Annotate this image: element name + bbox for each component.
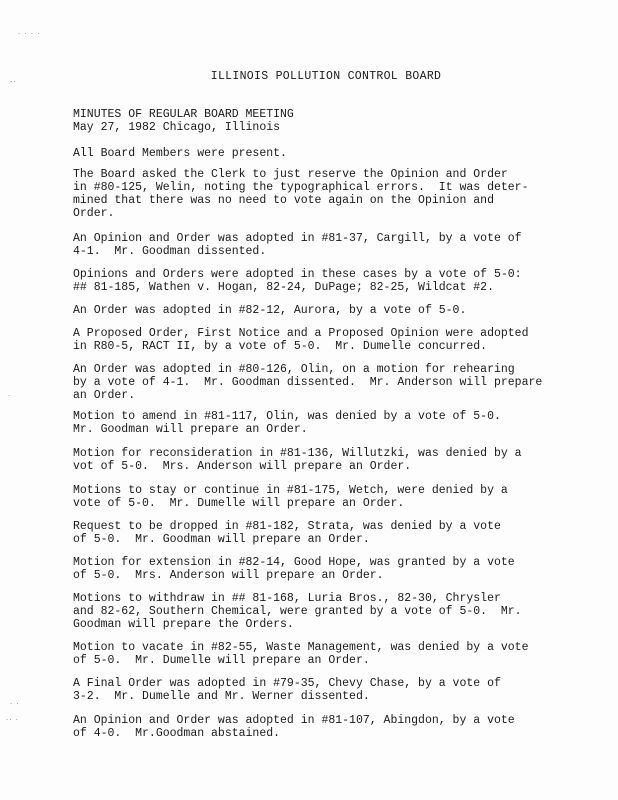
paragraph-willutzki: Motion for reconsideration in #81-136, Willutzki, was denied by a vot of 5-0. Mrs. Anderson will prepare an Order. (73, 447, 522, 473)
paragraph-welin: The Board asked the Clerk to just reserve the Opinion and Order in #80-125, Welin, noting the typographical errors. It was deter- mined that there was no need to vote again on the Opinion and Order. (73, 168, 529, 220)
paragraph-abingdon: An Opinion and Order was adopted in #81-107, Abingdon, by a vote of 4-0. Mr.Goodman abstained. (73, 714, 515, 740)
paragraph-olin-amend: Motion to amend in #81-117, Olin, was denied by a vote of 5-0. Mr. Goodman will prepare an Order. (73, 410, 501, 436)
paragraph-ract-ii: A Proposed Order, First Notice and a Proposed Opinion were adopted in R80-5, RACT II, by a vote of 5-0. Mr. Dumelle concurred. (73, 327, 529, 353)
paragraph-chevy-chase: A Final Order was adopted in #79-35, Chevy Chase, by a vote of 3-2. Mr. Dumelle and Mr. Werner dissented. (73, 677, 501, 703)
paragraph-olin-rehearing: An Order was adopted in #80-126, Olin, on a motion for rehearing by a vote of 4-1. Mr. Goodman dissented. Mr. Anderson will prepare an Order. (73, 363, 543, 402)
scan-artifact-mark: ·· · (6, 716, 19, 724)
scan-artifact-mark: -· (10, 78, 17, 86)
scan-artifact-mark: · · (10, 700, 20, 708)
paragraph-wetch: Motions to stay or continue in #81-175, Wetch, were denied by a vote of 5-0. Mr. Dumelle will prepare an Order. (73, 484, 508, 510)
paragraph-withdraw-motions: Motions to withdraw in ## 81-168, Luria Bros., 82-30, Chrysler and 82-62, Southern Chemical, were granted by a vote of 5-0. Mr. Goodman will prepare the Orders. (73, 592, 522, 631)
board-name-heading: ILLINOIS POLLUTION CONTROL BOARD (210, 70, 442, 83)
minutes-header (73, 108, 294, 134)
scan-artifact-mark: · · · · (18, 30, 41, 38)
paragraph-opinions-adopted: Opinions and Orders were adopted in these cases by a vote of 5-0: ## 81-185, Wathen v. Hogan, 82-24, DuPage; 82-25, Wildcat #2. (73, 268, 522, 294)
paragraph-strata: Request to be dropped in #81-182, Strata, was denied by a vote of 5-0. Mr. Goodman will prepare an Order. (73, 520, 501, 546)
minutes-title: MINUTES OF REGULAR BOARD MEETING (73, 108, 294, 121)
paragraph-aurora: An Order was adopted in #82-12, Aurora, by a vote of 5-0. (73, 304, 467, 317)
paragraph-waste-management: Motion to vacate in #82-55, Waste Management, was denied by a vote of 5-0. Mr. Dumelle will prepare an Order. (73, 641, 529, 667)
paragraph-attendance: All Board Members were present. (73, 147, 287, 160)
scan-artifact-mark: · (8, 392, 12, 400)
paragraph-good-hope: Motion for extension in #82-14, Good Hope, was granted by a vote of 5-0. Mrs. Anderson will prepare an Order. (73, 556, 515, 582)
paragraph-cargill: An Opinion and Order was adopted in #81-37, Cargill, by a vote of 4-1. Mr. Goodman dissented. (73, 232, 522, 258)
meeting-date-line: May 27, 1982 Chicago, Illinois (73, 121, 281, 134)
